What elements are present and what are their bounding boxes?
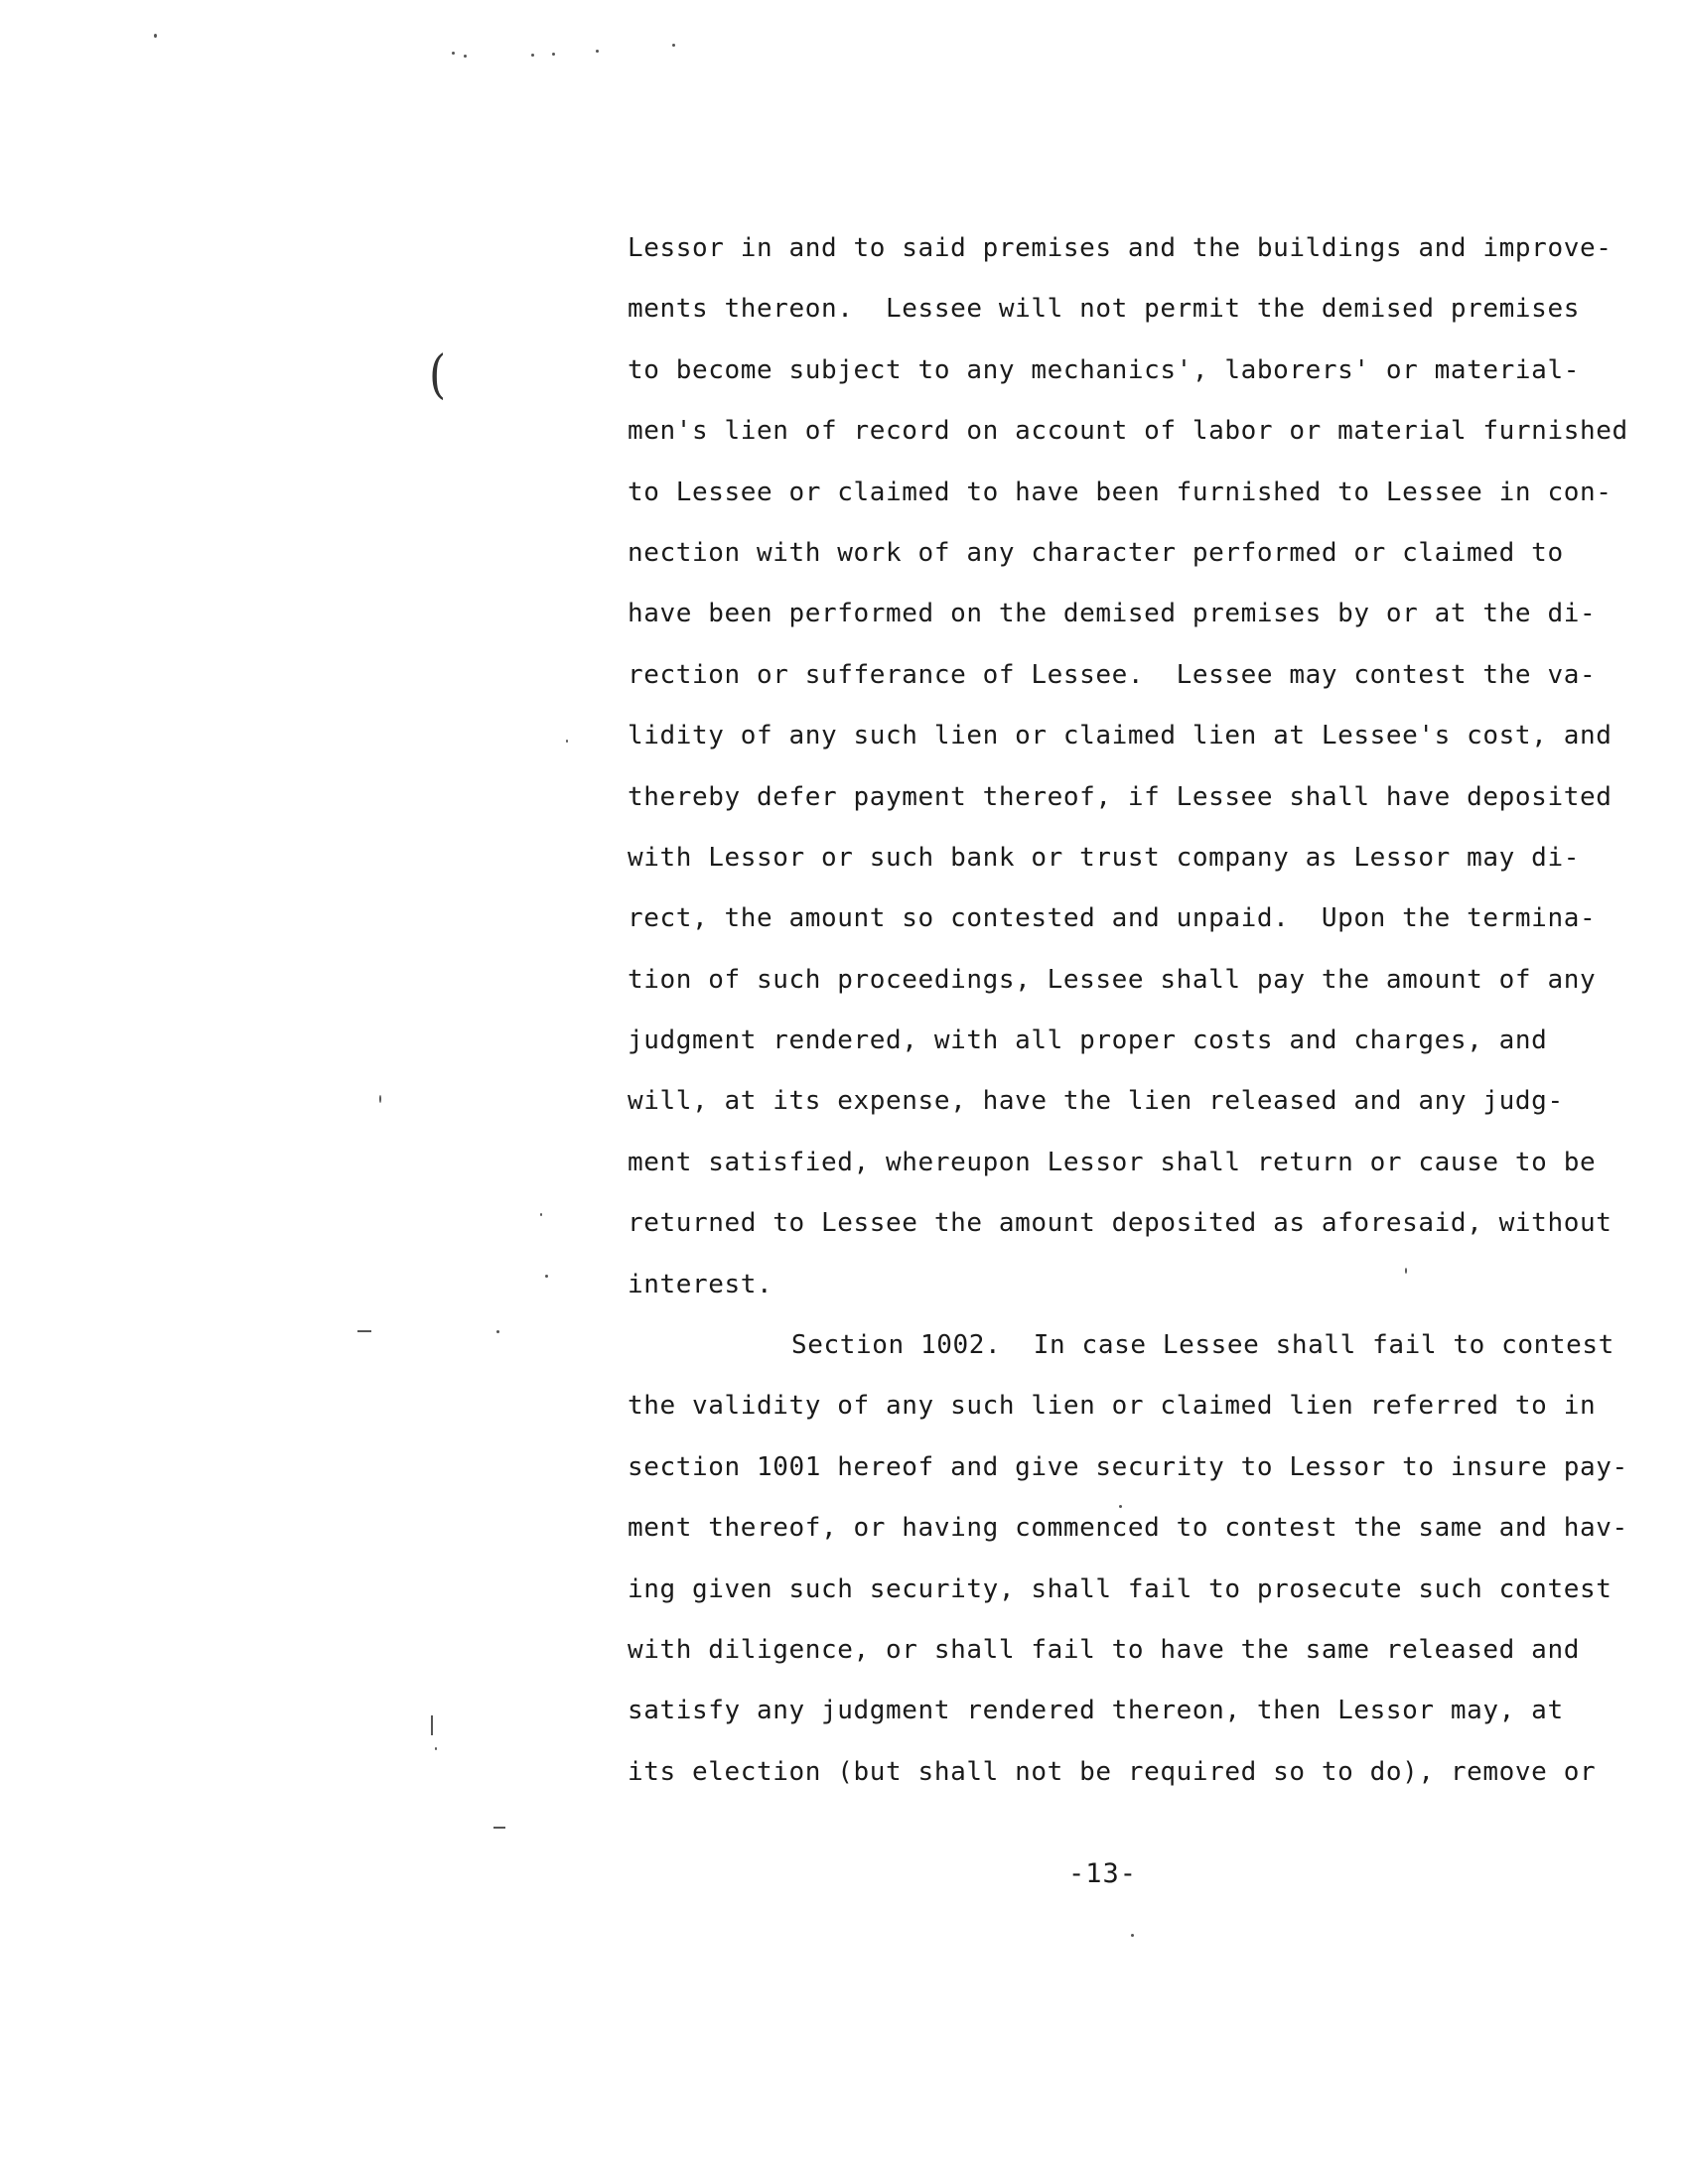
margin-bracket-mark: ( <box>429 343 447 406</box>
text-line: lidity of any such lien or claimed lien at Lessee's cost, and <box>628 721 1613 751</box>
scan-speck <box>493 1827 505 1829</box>
section-heading-line: Section 1002. In case Lessee shall fail to contest <box>791 1330 1614 1361</box>
scan-speck <box>672 44 675 47</box>
page-number: -13- <box>1068 1858 1138 1889</box>
text-line: nection with work of any character performed or claimed to <box>628 537 1564 568</box>
text-line: to Lessee or claimed to have been furnished to Lessee in con- <box>628 477 1613 507</box>
scan-speck <box>1131 1934 1134 1937</box>
text-line: with diligence, or shall fail to have the same released and <box>628 1634 1580 1665</box>
text-line: the validity of any such lien or claimed lien referred to in <box>628 1391 1597 1422</box>
text-line: ment thereof, or having commenced to contest the same and hav- <box>628 1513 1628 1544</box>
text-line: satisfy any judgment rendered thereon, then Lessor may, at <box>628 1696 1564 1726</box>
scan-speck <box>531 54 534 57</box>
scan-speck <box>496 1330 499 1333</box>
text-line: ing given such security, shall fail to prosecute such contest <box>628 1573 1613 1604</box>
scan-speck <box>452 52 455 55</box>
scan-speck <box>431 1715 433 1735</box>
text-line: judgment rendered, with all proper costs and charges, and <box>628 1025 1548 1056</box>
scan-speck <box>379 1095 381 1103</box>
text-line: thereby defer payment thereof, if Lessee shall have deposited <box>628 781 1613 812</box>
text-line: Lessor in and to said premises and the buildings and improve- <box>628 233 1613 263</box>
scan-speck <box>540 1213 542 1216</box>
text-line: men's lien of record on account of labor or material furnished <box>628 416 1628 447</box>
text-line: will, at its expense, have the lien released and any judg- <box>628 1086 1564 1117</box>
text-line: section 1001 hereof and give security to Lessor to insure pay- <box>628 1451 1628 1482</box>
text-line: rect, the amount so contested and unpaid. Upon the termina- <box>628 903 1597 934</box>
scan-speck <box>566 740 568 743</box>
scan-speck <box>357 1330 371 1332</box>
text-line: with Lessor or such bank or trust company as Lessor may di- <box>628 842 1580 873</box>
text-line: rection or sufferance of Lessee. Lessee may contest the va- <box>628 659 1597 690</box>
text-line: to become subject to any mechanics', laborers' or material- <box>628 354 1580 385</box>
text-line: have been performed on the demised premises by or at the di- <box>628 599 1597 629</box>
text-line: interest. <box>628 1269 773 1299</box>
scan-speck <box>545 1275 548 1278</box>
text-line: returned to Lessee the amount deposited as aforesaid, without <box>628 1208 1613 1239</box>
text-line: its election (but shall not be required so to do), remove or <box>628 1756 1597 1787</box>
scan-speck <box>435 1747 437 1750</box>
text-line: ment satisfied, whereupon Lessor shall return or cause to be <box>628 1147 1597 1177</box>
scan-speck <box>552 53 555 56</box>
document-body <box>628 218 1640 1803</box>
text-line: tion of such proceedings, Lessee shall pay the amount of any <box>628 964 1597 995</box>
scan-speck <box>596 50 599 53</box>
text-line: ments thereon. Lessee will not permit the demised premises <box>628 294 1580 325</box>
scan-speck <box>154 34 157 38</box>
scan-speck <box>464 55 467 58</box>
